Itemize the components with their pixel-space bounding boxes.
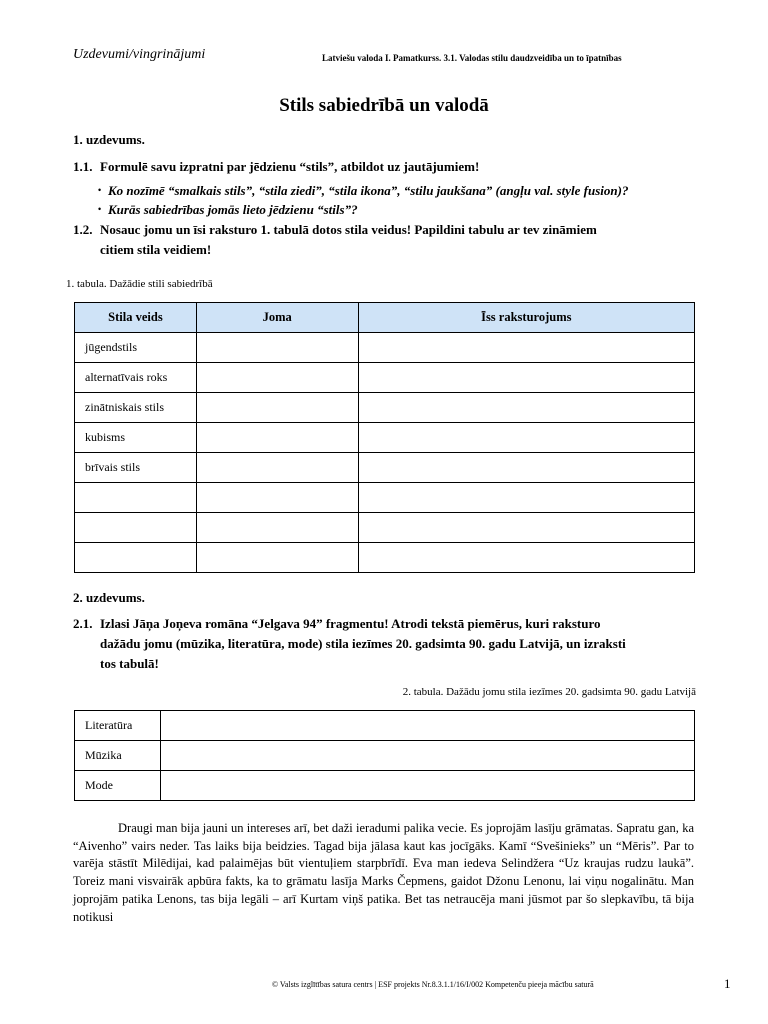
- bullet-icon: •: [98, 185, 102, 195]
- task1-bullet-2: [98, 202, 358, 218]
- task1-question2-number: 1.2.: [73, 222, 93, 237]
- task1-heading: 1. uzdevums.: [73, 132, 145, 147]
- style-type-cell: zinātniskais stils: [75, 393, 197, 423]
- table-row: [75, 513, 695, 543]
- table-row: [75, 363, 695, 393]
- table-row: [75, 771, 695, 801]
- task1-bullet-1-text: Ko nozīmē “smalkais stils”, “stila ziedi”, “stila ikona”, “stilu jaukšana” (angļu val. style fusion)?: [108, 183, 629, 198]
- description-answer-cell[interactable]: [358, 363, 694, 393]
- table-row: [75, 741, 695, 771]
- features-answer-cell[interactable]: [160, 741, 694, 771]
- task1-question2-line1: Nosauc jomu un īsi raksturo 1. tabulā dotos stila veidus! Papildini tabulu ar tev zināmiem: [100, 222, 597, 237]
- style-type-answer-cell[interactable]: [75, 543, 197, 573]
- field-answer-cell[interactable]: [196, 513, 358, 543]
- domain-label-cell: Mūzika: [75, 741, 161, 771]
- bullet-icon: •: [98, 204, 102, 214]
- field-answer-cell[interactable]: [196, 363, 358, 393]
- header-section-label: Uzdevumi/vingrinājumi: [73, 47, 206, 62]
- task2-question-line1: Izlasi Jāņa Joņeva romāna “Jelgava 94” fragmentu! Atrodi tekstā piemērus, kuri raksturo: [100, 616, 601, 631]
- table-row: [75, 393, 695, 423]
- description-answer-cell[interactable]: [358, 393, 694, 423]
- task1-bullet-1: [98, 183, 628, 199]
- styles-table: [74, 302, 695, 573]
- column-header-style-type: Stila veids: [75, 303, 197, 333]
- style-type-cell: alternatīvais roks: [75, 363, 197, 393]
- task2-question: [73, 614, 601, 634]
- column-header-description: Īss raksturojums: [358, 303, 694, 333]
- task2-question-line3: tos tabulā!: [100, 656, 159, 671]
- task1-question1-text: Formulē savu izpratni par jēdzienu “stils”, atbildot uz jautājumiem!: [100, 159, 480, 174]
- footer-copyright: © Valsts izglītības satura centrs | ESF projekts Nr.8.3.1.1/16/I/002 Kompetenču pieeja mācību saturā: [272, 980, 594, 989]
- domain-label-cell: Literatūra: [75, 711, 161, 741]
- table-row: [75, 453, 695, 483]
- task1-question2: [73, 220, 597, 240]
- header-course-title: Latviešu valoda I. Pamatkurss. 3.1. Valodas stilu daudzveidība un to īpatnības: [322, 53, 622, 63]
- novel-excerpt-paragraph: Draugi man bija jauni un intereses arī, bet daži ieradumi palika vecie. Es joprojām lasīju grāmatas. Sapratu gan, ka “Aivenho” vairs neder. Tas laiks bija beidzies. Tagad bija jālasa kaut kas jocīgāks. Kamī “Svešinieks” un “Mēris”. Par to varēja stāstīt Milēdijai, kad palaimējas būt vientuļiem starpbrīdī. Eva man iedeva Selindžera “Uz kraujas rudzu laukā”. Toreiz mani visvairāk apbūra fakts, ka to grāmatu lasīja Marks Čepmens, gaidot Džonu Lenonu, lai viņu nogalinātu. Man joprojām patika Lenons, tas bija legāli – arī Kurtam viņš patika. Bet tas netraucēja mani jūsmot par šo slepkavību, tā bija notikusi: [73, 821, 694, 924]
- task2-question-number: 2.1.: [73, 616, 93, 631]
- description-answer-cell[interactable]: [358, 483, 694, 513]
- field-answer-cell[interactable]: [196, 483, 358, 513]
- field-answer-cell[interactable]: [196, 543, 358, 573]
- page-number: 1: [724, 976, 731, 991]
- description-answer-cell[interactable]: [358, 513, 694, 543]
- field-answer-cell[interactable]: [196, 453, 358, 483]
- column-header-field: Joma: [196, 303, 358, 333]
- style-type-answer-cell[interactable]: [75, 483, 197, 513]
- features-answer-cell[interactable]: [160, 771, 694, 801]
- table-row: [75, 483, 695, 513]
- task1-question2-line2: citiem stila veidiem!: [100, 242, 212, 257]
- description-answer-cell[interactable]: [358, 543, 694, 573]
- task1-bullet-2-text: Kurās sabiedrības jomās lieto jēdzienu “stils”?: [108, 202, 358, 217]
- task2-question-line2: dažādu jomu (mūzika, literatūra, mode) stila iezīmes 20. gadsimta 90. gadu Latvijā, un izraksti: [100, 636, 626, 651]
- features-answer-cell[interactable]: [160, 711, 694, 741]
- style-type-answer-cell[interactable]: [75, 513, 197, 543]
- domain-label-cell: Mode: [75, 771, 161, 801]
- field-answer-cell[interactable]: [196, 423, 358, 453]
- table-row: [75, 423, 695, 453]
- table-row: [75, 543, 695, 573]
- table1-caption: 1. tabula. Dažādie stili sabiedrībā: [66, 278, 213, 290]
- description-answer-cell[interactable]: [358, 423, 694, 453]
- field-answer-cell[interactable]: [196, 333, 358, 363]
- task1-question1-number: 1.1.: [73, 159, 93, 174]
- description-answer-cell[interactable]: [358, 333, 694, 363]
- field-answer-cell[interactable]: [196, 393, 358, 423]
- task2-heading: 2. uzdevums.: [73, 590, 145, 605]
- table-row: [75, 333, 695, 363]
- features-table: [74, 710, 695, 801]
- task1-question1: [73, 157, 479, 177]
- style-type-cell: kubisms: [75, 423, 197, 453]
- page-title: Stils sabiedrībā un valodā: [279, 95, 489, 116]
- style-type-cell: jūgendstils: [75, 333, 197, 363]
- table2-caption: 2. tabula. Dažādu jomu stila iezīmes 20. gadsimta 90. gadu Latvijā: [402, 686, 696, 698]
- description-answer-cell[interactable]: [358, 453, 694, 483]
- style-type-cell: brīvais stils: [75, 453, 197, 483]
- table-row: [75, 711, 695, 741]
- table-header-row: [75, 303, 695, 333]
